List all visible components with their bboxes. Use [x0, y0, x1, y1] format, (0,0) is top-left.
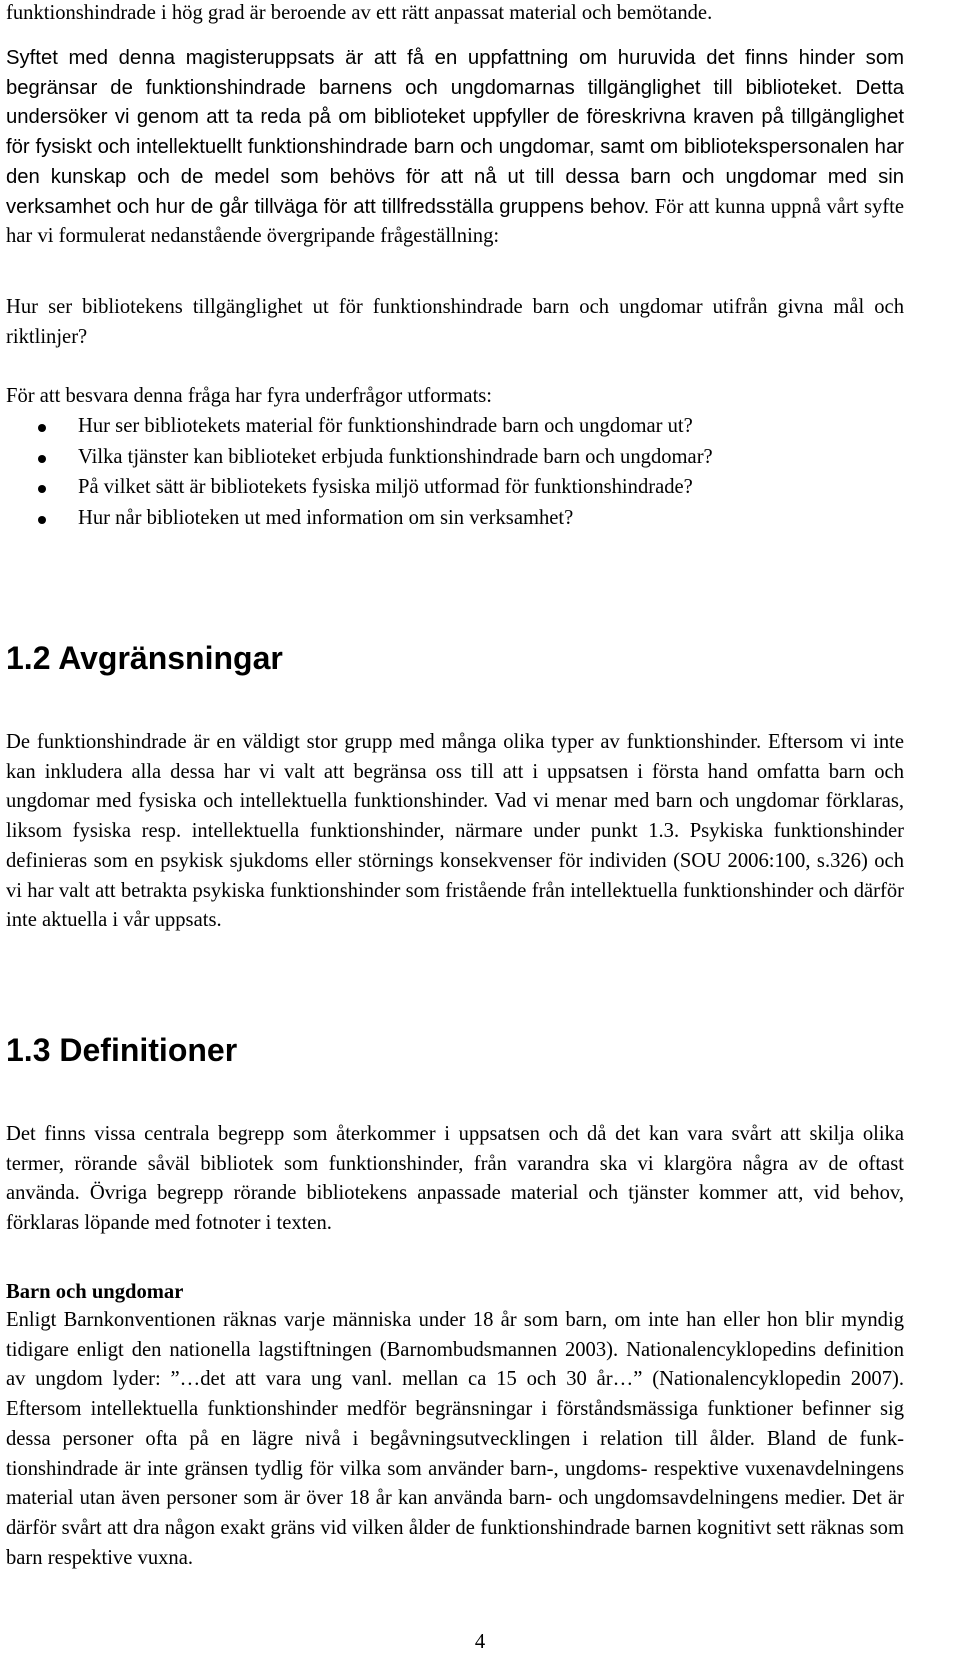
- subquestions-intro: För att besvara denna fråga har fyra underfrågor utformats:: [6, 385, 493, 407]
- list-item: Vilka tjänster kan biblioteket erbjuda funktionshindrade barn och ungdomar?: [6, 442, 904, 473]
- purpose-serif-text: För att kunna uppnå vårt syfte har vi formulerat nedanstående övergripande frågeställning:: [6, 195, 904, 248]
- subheading-barn-och-ungdomar: Barn och ungdomar: [6, 1281, 184, 1303]
- section-1-3-text: Det finns vissa centrala begrepp som återkommer i uppsatsen och då det kan vara svårt att skilja olika termer, rörande såväl bibliotek som funktionshinder, från varandra ska vi klargöra några av de oftast använda. Övriga begrepp rörande bibliotekens anpassade material och tjänster kommer att, vid behov, förklaras löpande med fotnoter i texten.: [6, 1123, 904, 1235]
- barn-och-ungdomar-text: Enligt Barnkonventionen räknas varje människa under 18 år som barn, om inte han eller hon blir myndig tidigare enligt den nationella lagstiftningen (Barnombudsmannen 2003). Nationalencyklopedins definition av ungdom lyder: ”…det att vara ung vanl. mellan ca 15 och 30 år…” (Nationalencyklopedin 2007). Eftersom intellektuella funktionshinder medför begränsningar i förståndsmässiga funktioner befinner sig dessa personer ofta på en lägre nivå i begåvningsutvecklingen i relation till ålder. Bland de funktionshindrade är inte gränsen tydlig för vilka som använder barn-, ungdoms- respektive vuxenavdelningens material utan även personer som är över 18 år kan använda barn- och ungdomsavdelningens medier. Det är därför svårt att dra någon exakt gräns vid vilken ålder de funktionshindrade barnen kognitivt sett räknas som barn respektive vuxna.: [6, 1309, 904, 1569]
- section-heading-1-2: 1.2 Avgränsningar: [6, 640, 283, 676]
- list-item: Hur når biblioteken ut med information om sin verksamhet?: [6, 503, 904, 534]
- bullet-icon: [38, 485, 46, 493]
- bullet-icon: [38, 424, 46, 432]
- bullet-icon: [38, 516, 46, 524]
- page-number: 4: [474, 1631, 486, 1653]
- list-item: På vilket sätt är bibliotekets fysiska miljö utformad för funktionshindrade?: [6, 472, 904, 503]
- purpose-sans-text: Syftet med denna magisteruppsats är att få en uppfattning om huruvida det finns hinder som begränsar de funktionshindrade barnens och ungdomarnas tillgänglighet till biblioteket. Detta undersöker vi genom att ta reda på om biblioteket uppfyller de föreskrivna kraven på tillgänglighet för fysiskt och intellektuellt funktionshindrade barn och ungdomar, samt om bibliotekspersonalen har den kunskap och de medel som behövs för att nå ut till dessa barn och ungdomar med sin verksamhet och hur de går tillväga för att tillfredsställa gruppens behov.: [6, 47, 904, 218]
- subquestions-list: [6, 411, 904, 533]
- top-line: funktionshindrade i hög grad är beroende av ett rätt anpassat material och bemötande.: [6, 2, 713, 24]
- list-item: Hur ser bibliotekets material för funktionshindrade barn och ungdomar ut?: [6, 411, 904, 442]
- section-1-2-text: De funktionshindrade är en väldigt stor grupp med många olika typer av funktionshinder. Eftersom vi inte kan inkludera alla dessa har vi valt att begränsa oss till att i uppsatsen i första hand omfatta barn och ungdomar med fysiska och intellektuella funktionshinder. Vad vi menar med barn och ungdomar förklaras, liksom fysiska resp. intellektuella funktionshinder, närmare under punkt 1.3. Psykiska funktionshinder definieras som en psykisk sjukdoms eller störnings konsekvenser för individen (SOU 2006:100, s.326) och vi har valt att betrakta psykiska funktionshinder som fristående från intellektuella funktionshinder och därför inte aktuella i vår uppsats.: [6, 731, 904, 932]
- bullet-icon: [38, 455, 46, 463]
- main-question: Hur ser bibliotekens tillgänglighet ut för funktionshindrade barn och ungdomar utifrån givna mål och riktlinjer?: [6, 296, 904, 348]
- section-heading-1-3: 1.3 Definitioner: [6, 1032, 238, 1068]
- purpose-paragraph: [6, 44, 904, 252]
